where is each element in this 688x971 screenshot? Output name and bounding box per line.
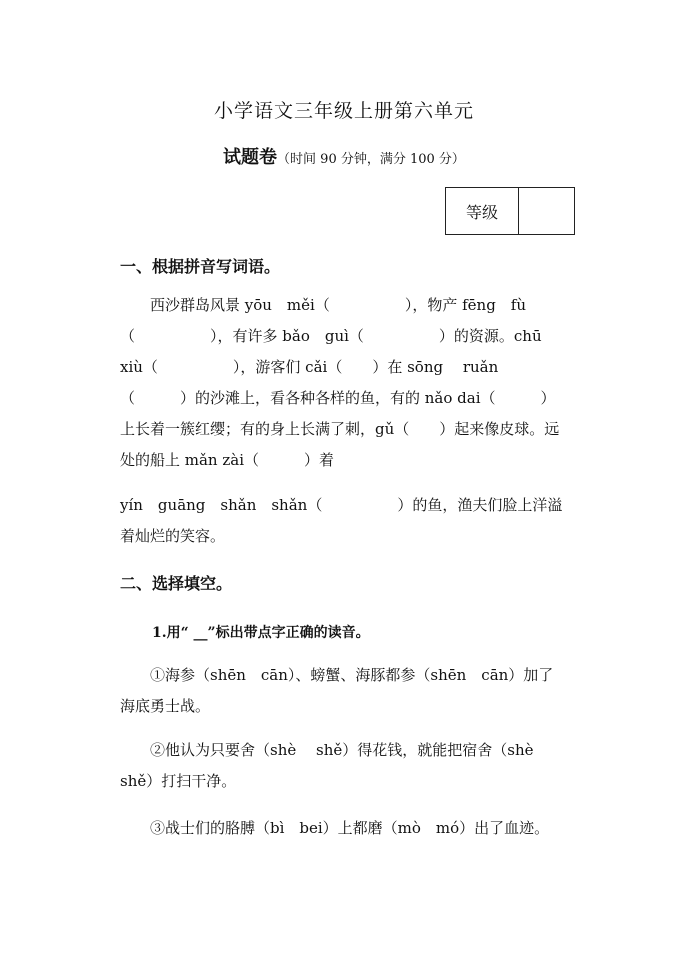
question-1-item-1: ①海参（shēn cān）、螃蟹、海豚都参（shēn cān）加了 bbox=[120, 666, 554, 684]
page-title: 小学语文三年级上册第六单元 bbox=[213, 100, 474, 122]
question-1-item-2: ②他认为只要舍（shè shě）得花钱，就能把宿舍（shè bbox=[120, 741, 534, 759]
section1-line-7: yín guāng shǎn shǎn（ ）的鱼，渔夫们脸上洋溢 bbox=[120, 496, 563, 514]
subtitle-main: 试题卷 bbox=[223, 147, 278, 168]
grade-value-cell bbox=[519, 188, 574, 234]
subtitle-note: （时间 90 分钟，满分 100 分） bbox=[277, 152, 465, 167]
section1-line-3: xiù（ ），游客们 cǎi（ ）在 sōng ruǎn bbox=[120, 358, 499, 376]
section1-line-1: 西沙群岛风景 yōu měi（ ），物产 fēng fù bbox=[120, 296, 527, 314]
grade-box bbox=[445, 187, 575, 235]
grade-label: 等级 bbox=[446, 188, 519, 234]
section1-line-8: 着灿烂的笑容。 bbox=[120, 527, 226, 545]
section1-heading: 一、根据拼音写词语。 bbox=[120, 257, 281, 276]
question-1-item-3: ③战士们的胳膊（bì bei）上都磨（mò mó）出了血迹。 bbox=[120, 819, 550, 837]
section2-heading: 二、选择填空。 bbox=[120, 574, 233, 593]
section1-line-2: （ ），有许多 bǎo guì（ ）的资源。chū bbox=[120, 327, 542, 345]
page-subtitle bbox=[0, 143, 688, 169]
section1-line-6: 处的船上 mǎn zài（ ）着 bbox=[120, 451, 335, 469]
question-1-item-1-cont: 海底勇士战。 bbox=[120, 697, 211, 715]
question-1-title: 1.用“ __”标出带点字正确的读音。 bbox=[152, 625, 370, 641]
section1-line-4: （ ）的沙滩上，看各种各样的鱼，有的 nǎo dai（ ） bbox=[120, 389, 556, 407]
section1-line-5: 上长着一簇红缨；有的身上长满了刺，gǔ（ ）起来像皮球。远 bbox=[120, 420, 560, 438]
question-1-item-2-cont: shě）打扫干净。 bbox=[120, 772, 237, 790]
